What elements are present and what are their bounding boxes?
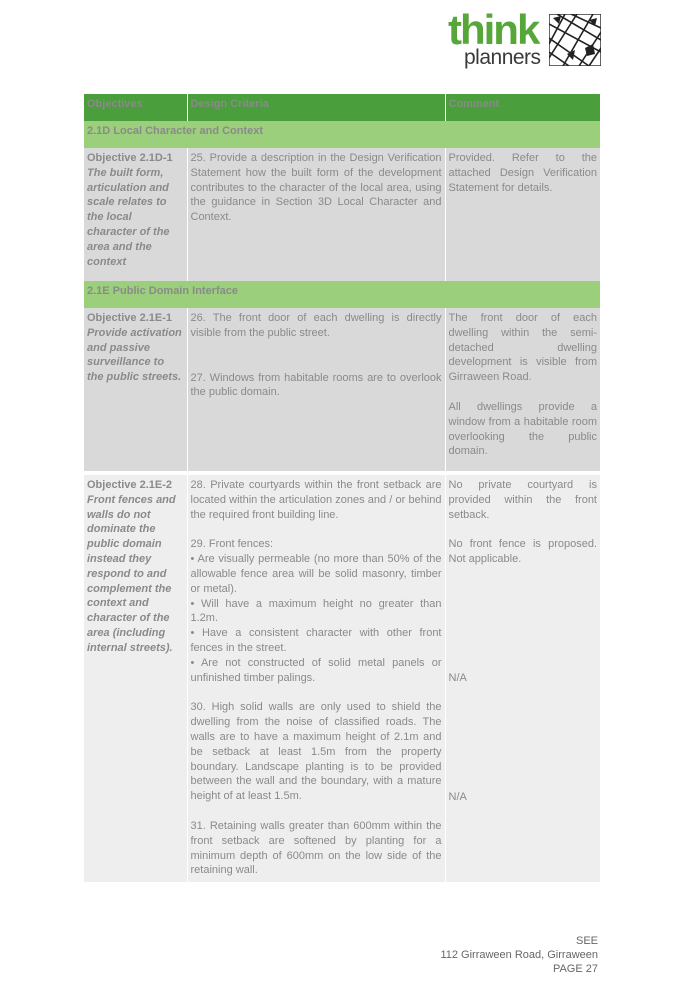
section-row: [84, 281, 600, 308]
footer-page-number: PAGE 27: [552, 963, 598, 975]
header-objectives: Objectives: [84, 94, 187, 121]
objective-cell: [84, 308, 187, 473]
criteria-text: 29. Front fences: • Are visually permeable (no more than 50% of the allowable fence area will be solid masonry, timber or metal). • Will have a maximum height no greater than 1.2m. • Have a consistent character with other front fences in the street. • Are not constructed of solid metal panels or unfinished timber palings.: [190, 538, 442, 684]
criteria-text: 26. The front door of each dwelling is directly visible from the public street.: [190, 312, 445, 339]
logo-planners-text: planners: [464, 46, 541, 69]
section-row: [84, 121, 600, 148]
comment-text: No front fence is proposed. Not applicable.: [448, 538, 601, 566]
think-planners-logo: [448, 6, 603, 72]
comment-text: N/A: [448, 671, 467, 684]
objective-description: Provide activation and passive surveillance to the public streets.: [87, 326, 182, 384]
comment-text: Provided. Refer to the attached Design Verification Statement for details.: [448, 152, 601, 194]
table-header-row: [84, 94, 600, 121]
objective-cell: [84, 148, 187, 281]
criteria-text: 31. Retaining walls greater than 600mm within the front setback are softened by planting for a minimum depth of 600mm on the low side of the retaining wall.: [190, 819, 445, 877]
footer-company: SEE: [575, 935, 598, 947]
comment-cell: [445, 148, 600, 281]
logo-think-text: think: [448, 6, 539, 53]
comment-text: The front door of each dwelling within the semi-detached dwelling development is visible from Girraween Road.: [448, 312, 601, 384]
comment-cell: [445, 308, 600, 473]
header-design-criteria: Design Criteria: [187, 94, 445, 121]
map-grid-icon: [549, 14, 601, 66]
criteria-text: 25. Provide a description in the Design Verification Statement how the built form of the development contributes to the character of the local area, using the guidance in Section 3D Local Character and Context.: [190, 152, 445, 224]
header-comment: Comment: [445, 94, 600, 121]
objective-title: Objective 2.1E-1: [87, 312, 172, 324]
page-footer: [440, 934, 598, 976]
objective-title: Objective 2.1E-2: [87, 479, 172, 491]
criteria-cell: [187, 148, 445, 281]
objective-title: Objective 2.1D-1: [87, 152, 173, 164]
comment-cell: [445, 473, 600, 882]
design-criteria-table: [84, 94, 600, 882]
table-row: [84, 308, 600, 473]
criteria-cell: [187, 473, 445, 882]
objective-description: The built form, articulation and scale relates to the local character of the area and the context: [87, 166, 170, 268]
criteria-cell: [187, 308, 445, 473]
comment-text: No private courtyard is provided within the front setback.: [448, 479, 601, 521]
section-title: 2.1D Local Character and Context: [84, 121, 600, 148]
objective-cell: [84, 473, 187, 882]
criteria-text: 30. High solid walls are only used to shield the dwelling from the noise of classified roads. The walls are to have a maximum height of 2.1m and be setback at least 1.5m from the property boundary. Landscape planting is to be provided between the wall and the boundary, with a mature height of at least 1.5m.: [190, 701, 445, 803]
comment-text: N/A: [448, 790, 467, 803]
section-title: 2.1E Public Domain Interface: [84, 281, 600, 308]
comment-text: All dwellings provide a window from a habitable room overlooking the public domain.: [448, 400, 601, 458]
objective-description: Front fences and walls do not dominate the public domain instead they respond to and complement the context and character of the area (including internal streets).: [87, 493, 176, 654]
criteria-text: 27. Windows from habitable rooms are to overlook the public domain.: [190, 371, 445, 399]
table-row: [84, 473, 600, 882]
table-row: [84, 148, 600, 281]
criteria-text: 28. Private courtyards within the front setback are located within the articulation zones and / or behind the required front building line.: [190, 479, 445, 521]
footer-address: 112 Girraween Road, Girraween: [440, 949, 598, 961]
